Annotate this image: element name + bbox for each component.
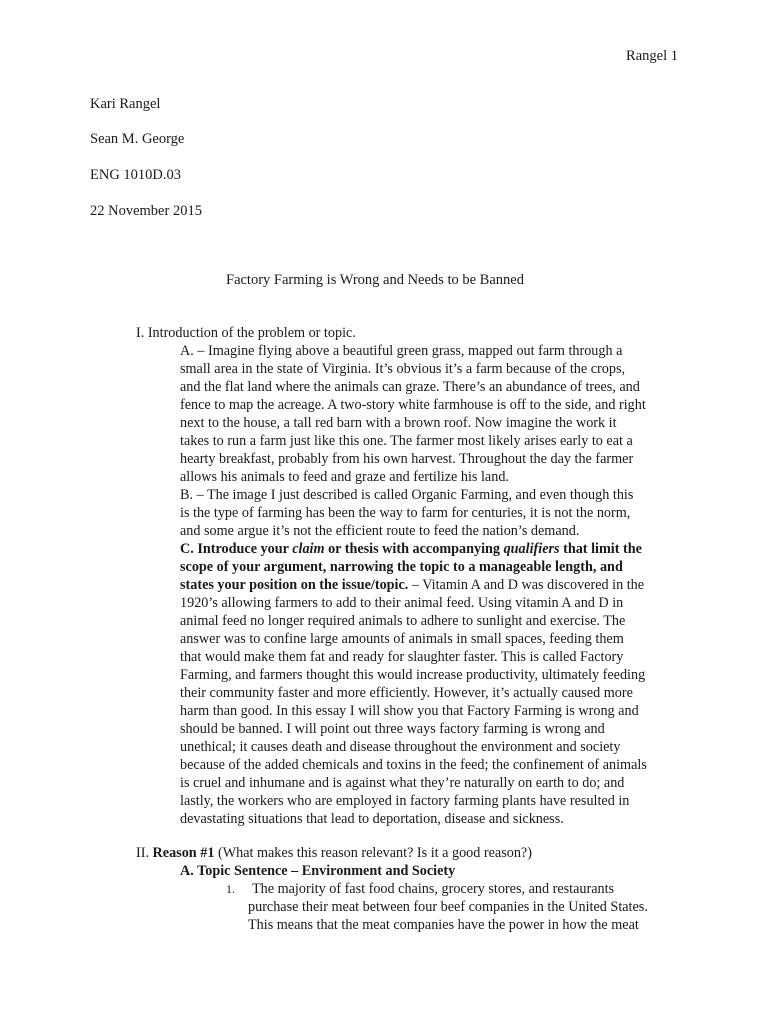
bold-text: states your position on the issue/topic. — [180, 577, 409, 593]
text-line: answer was to confine large amounts of animals in small spaces, feeding them — [180, 631, 624, 647]
text-line: animal feed no longer required animals to adhere to sunlight and exercise. The — [180, 613, 626, 629]
section-number: II. — [136, 845, 153, 861]
text-line: hearty breakfast, probably from his own harvest. Throughout the day the farmer — [180, 451, 634, 467]
text-line: unethical; it causes death and disease throughout the environment and society — [180, 739, 621, 755]
text-line: allows his animals to feed and graze and fertilize his land. — [180, 469, 509, 485]
section-question: (What makes this reason relevant? Is it a good reason?) — [214, 845, 532, 861]
list-number: 1. — [226, 882, 235, 896]
text-line: takes to run a farm just like this one. The farmer most likely arises early to eat a — [180, 433, 633, 449]
author-name: Kari Rangel — [90, 96, 161, 112]
date: 22 November 2015 — [90, 203, 202, 219]
text-line: B. – The image I just described is called Organic Farming, and even though this — [180, 487, 634, 503]
bold-italic-text: claim — [292, 541, 325, 557]
plain-text: – Vitamin A and D was discovered in the — [408, 577, 645, 593]
instructor-name: Sean M. George — [90, 131, 185, 147]
text-line: that would make them fat and ready for slaughter faster. This is called Factory — [180, 649, 624, 665]
text-line: their community faster and more efficiently. However, it’s actually caused more — [180, 685, 633, 701]
course-name: ENG 1010D.03 — [90, 167, 182, 183]
text-line: next to the house, a tall red barn with a brown roof. Now imagine the work it — [180, 415, 617, 431]
text-line: lastly, the workers who are employed in factory farming plants have resulted in — [180, 793, 630, 809]
bold-text: that limit the — [559, 541, 642, 557]
text-line: is the type of farming has been the way to farm for centuries, it is not the norm, — [180, 505, 631, 521]
section-heading-1: I. Introduction of the problem or topic. — [136, 325, 356, 341]
text-line: devastating situations that lead to deportation, disease and sickness. — [180, 811, 564, 827]
text-line: is cruel and inhumane and is against what they’re naturally on earth to do; and — [180, 775, 625, 791]
text-line: because of the added chemicals and toxins in the feed; the confinement of animals — [180, 757, 647, 773]
text-line: and some argue it’s not the efficient route to feed the nation’s demand. — [180, 523, 580, 539]
bold-italic-text: qualifiers — [503, 541, 560, 557]
text-line: small area in the state of Virginia. It’s obvious it’s a farm because of the crops, — [180, 361, 626, 377]
text-line: purchase their meat between four beef companies in the United States. — [248, 899, 648, 915]
text-line: harm than good. In this essay I will show you that Factory Farming is wrong and — [180, 703, 639, 719]
topic-sentence-text: A. Topic Sentence – Environment and Society — [180, 863, 456, 879]
running-head: Rangel 1 — [626, 48, 678, 64]
reason-label: Reason #1 — [152, 845, 215, 861]
text-line: The majority of fast food chains, grocery stores, and restaurants — [252, 881, 615, 897]
text-line: This means that the meat companies have the power in how the meat — [248, 917, 639, 933]
text-line: 1920’s allowing farmers to add to their animal feed. Using vitamin A and D in — [180, 595, 624, 611]
text-line: and the flat land where the animals can graze. There’s an abundance of trees, and — [180, 379, 640, 395]
topic-sentence-heading — [180, 862, 455, 880]
section-heading-2 — [136, 844, 532, 862]
text-line: A. – Imagine flying above a beautiful green grass, mapped out farm through a — [180, 343, 623, 359]
text-line: fence to map the acreage. A two-story white farmhouse is off to the side, and right — [180, 397, 646, 413]
text-line — [180, 576, 644, 594]
text-line — [180, 540, 642, 558]
text-line: Farming, and farmers thought this would increase productivity, ultimately feeding — [180, 667, 646, 683]
bold-text: C. Introduce your — [180, 541, 293, 557]
text-line: should be banned. I will point out three ways factory farming is wrong and — [180, 721, 605, 737]
bold-text: scope of your argument, narrowing the topic to a manageable length, and — [180, 559, 623, 575]
essay-title: Factory Farming is Wrong and Needs to be Banned — [226, 272, 524, 288]
text-line — [180, 558, 623, 576]
bold-text: or thesis with accompanying — [324, 541, 504, 557]
